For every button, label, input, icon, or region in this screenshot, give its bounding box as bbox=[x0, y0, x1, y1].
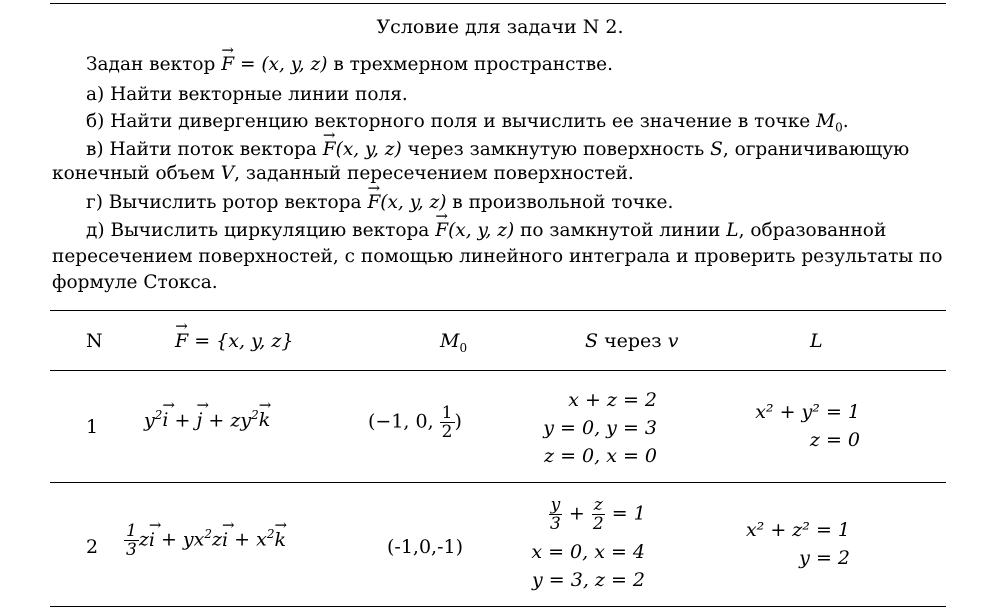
row1-m0 bbox=[368, 404, 462, 441]
row2-l-eq1: x² + z² = 1 bbox=[745, 519, 850, 541]
header-m0-letter: M bbox=[440, 330, 460, 352]
task-v-pre: в) Найти поток вектора bbox=[86, 139, 323, 160]
task-v bbox=[86, 139, 909, 160]
table-top-rule bbox=[50, 310, 946, 311]
header-n: N bbox=[86, 330, 103, 352]
row2-s-z: z bbox=[593, 495, 603, 515]
top-rule bbox=[50, 3, 946, 4]
task-d bbox=[86, 220, 886, 241]
row1-l-eq1: x² + y² = 1 bbox=[755, 401, 860, 423]
task-g bbox=[86, 192, 673, 213]
row2-f-yx: + yx bbox=[154, 528, 205, 551]
row1-f-exp2: 2 bbox=[251, 408, 259, 422]
row2-f-i2: → i bbox=[222, 529, 228, 551]
row2-l bbox=[730, 516, 850, 572]
row2-f-coef-num: 1 bbox=[126, 521, 137, 541]
page-title: Условие для задачи N 2. bbox=[376, 16, 624, 38]
vector-f: → F bbox=[221, 54, 234, 75]
task-g-args: (x, y, z) bbox=[380, 192, 447, 213]
header-f-rest: = {x, y, z} bbox=[188, 330, 294, 352]
task-g-end: в произвольной точке. bbox=[446, 192, 674, 213]
row2-f-exp2: 2 bbox=[266, 527, 275, 542]
task-d-line3: формуле Стокса. bbox=[52, 272, 218, 293]
row1-m0-pre: (−1, 0, bbox=[368, 410, 440, 433]
row2-f-x: + x bbox=[228, 528, 267, 551]
row1-m0-num: 1 bbox=[441, 403, 453, 423]
task-b bbox=[86, 111, 849, 135]
task-v-vector: → F bbox=[323, 139, 336, 160]
intro-suffix: в трехмерном пространстве. bbox=[327, 54, 613, 75]
task-g-vector: → F bbox=[367, 192, 380, 213]
header-l: L bbox=[810, 330, 823, 352]
task-v-mid: через замкнутую поверхность bbox=[401, 139, 711, 160]
row1-l-eq2: z = 0 bbox=[809, 429, 860, 451]
header-m0 bbox=[440, 330, 467, 355]
row2-s-eq3: y = 3, z = 2 bbox=[532, 569, 645, 591]
intro-prefix: Задан вектор bbox=[86, 54, 222, 75]
row1-f-y: y bbox=[144, 409, 155, 432]
row2-s bbox=[520, 538, 645, 594]
header-s bbox=[585, 330, 678, 352]
task-v-volume: V bbox=[220, 163, 235, 184]
task-v-line2 bbox=[52, 163, 634, 184]
header-rule bbox=[50, 370, 946, 371]
row2-s-z-den: 2 bbox=[592, 514, 604, 534]
row1-f-exp1: 2 bbox=[154, 408, 163, 422]
task-v-s: S bbox=[710, 139, 723, 160]
task-a: а) Найти векторные линии поля. bbox=[86, 84, 408, 105]
row1-f-k: → k bbox=[259, 409, 271, 431]
task-d-mid: по замкнутой линии bbox=[514, 220, 727, 241]
row2-s-fracline: $\frac{y}{3}$ + $\frac{z}{2}$ = 1 bbox=[550, 495, 646, 534]
header-m0-sub: 0 bbox=[459, 340, 468, 355]
intro-line bbox=[86, 54, 613, 75]
task-b-end: . bbox=[842, 111, 849, 132]
task-d-args: (x, y, z) bbox=[448, 220, 515, 241]
task-b-sub: 0 bbox=[835, 120, 843, 135]
row2-f-k: → k bbox=[274, 529, 286, 551]
row2-f-i1: → i bbox=[149, 529, 155, 551]
row1-f-plus1: + bbox=[168, 409, 197, 432]
task-b-text: б) Найти дивергенцию векторного поля и вычислить ее значение в точке bbox=[86, 111, 817, 132]
row2-s-eq2: x = 0, x = 4 bbox=[531, 541, 645, 563]
row2-f-z2: z bbox=[212, 528, 223, 551]
row1-f-j: → j bbox=[196, 409, 202, 431]
row1-m0-den: 2 bbox=[441, 422, 453, 442]
row1-m0-post: ) bbox=[454, 410, 462, 433]
row2-s-eq-rest: = 1 bbox=[605, 502, 646, 525]
header-s-rest: через bbox=[598, 330, 668, 352]
row2-l-eq2: y = 2 bbox=[799, 547, 850, 569]
row1-s-eq2: y = 0, y = 3 bbox=[543, 417, 657, 439]
header-s-var: S bbox=[585, 330, 599, 352]
row2-f-coef bbox=[124, 522, 139, 559]
row1-f-zy: + zy bbox=[202, 409, 252, 432]
task-b-point: M bbox=[816, 111, 836, 132]
row1-s bbox=[520, 386, 657, 470]
intro-formula: = (x, y, z) bbox=[234, 54, 328, 75]
row2-f-coef-den: 3 bbox=[126, 540, 137, 560]
table-bottom-rule bbox=[50, 606, 946, 607]
task-v-line2-pre: конечный объем bbox=[52, 163, 221, 184]
task-v-end: , ограничивающую bbox=[722, 139, 910, 160]
row2-f-exp1: 2 bbox=[204, 527, 213, 542]
header-f-vector: → F bbox=[175, 330, 188, 352]
task-d-vector: → F bbox=[435, 220, 448, 241]
task-d-l: L bbox=[726, 220, 739, 241]
row1-m0-frac bbox=[440, 404, 455, 441]
row2-s-y-den: 3 bbox=[550, 514, 561, 534]
row1-s-eq3: z = 0, x = 0 bbox=[544, 445, 657, 467]
row1-f-i: → i bbox=[162, 409, 168, 431]
header-s-v: v bbox=[667, 330, 679, 352]
task-d-end: , образованной bbox=[738, 220, 887, 241]
row1-l bbox=[740, 398, 860, 454]
row2-f bbox=[124, 522, 286, 559]
task-d-line2: пересечением поверхностей, с помощью линейного интеграла и проверить результаты по bbox=[52, 246, 943, 267]
row1-f bbox=[144, 408, 270, 431]
task-v-line2-end: , заданный пересечением поверхностей. bbox=[234, 163, 634, 184]
task-v-args: (x, y, z) bbox=[335, 139, 402, 160]
row2-n: 2 bbox=[86, 536, 99, 558]
row2-s-y: y bbox=[550, 495, 561, 515]
header-f bbox=[175, 330, 293, 352]
row1-s-eq1: x + z = 2 bbox=[568, 389, 657, 411]
row1-n: 1 bbox=[86, 416, 99, 438]
row2-f-z: z bbox=[138, 528, 149, 551]
task-d-pre: д) Вычислить циркуляцию вектора bbox=[86, 220, 436, 241]
row2-s-frac-z bbox=[591, 496, 606, 533]
row2-m0: (-1,0,-1) bbox=[387, 536, 464, 558]
task-g-pre: г) Вычислить ротор вектора bbox=[86, 192, 368, 213]
row1-rule bbox=[50, 482, 946, 483]
row2-s-frac-y bbox=[548, 496, 563, 533]
